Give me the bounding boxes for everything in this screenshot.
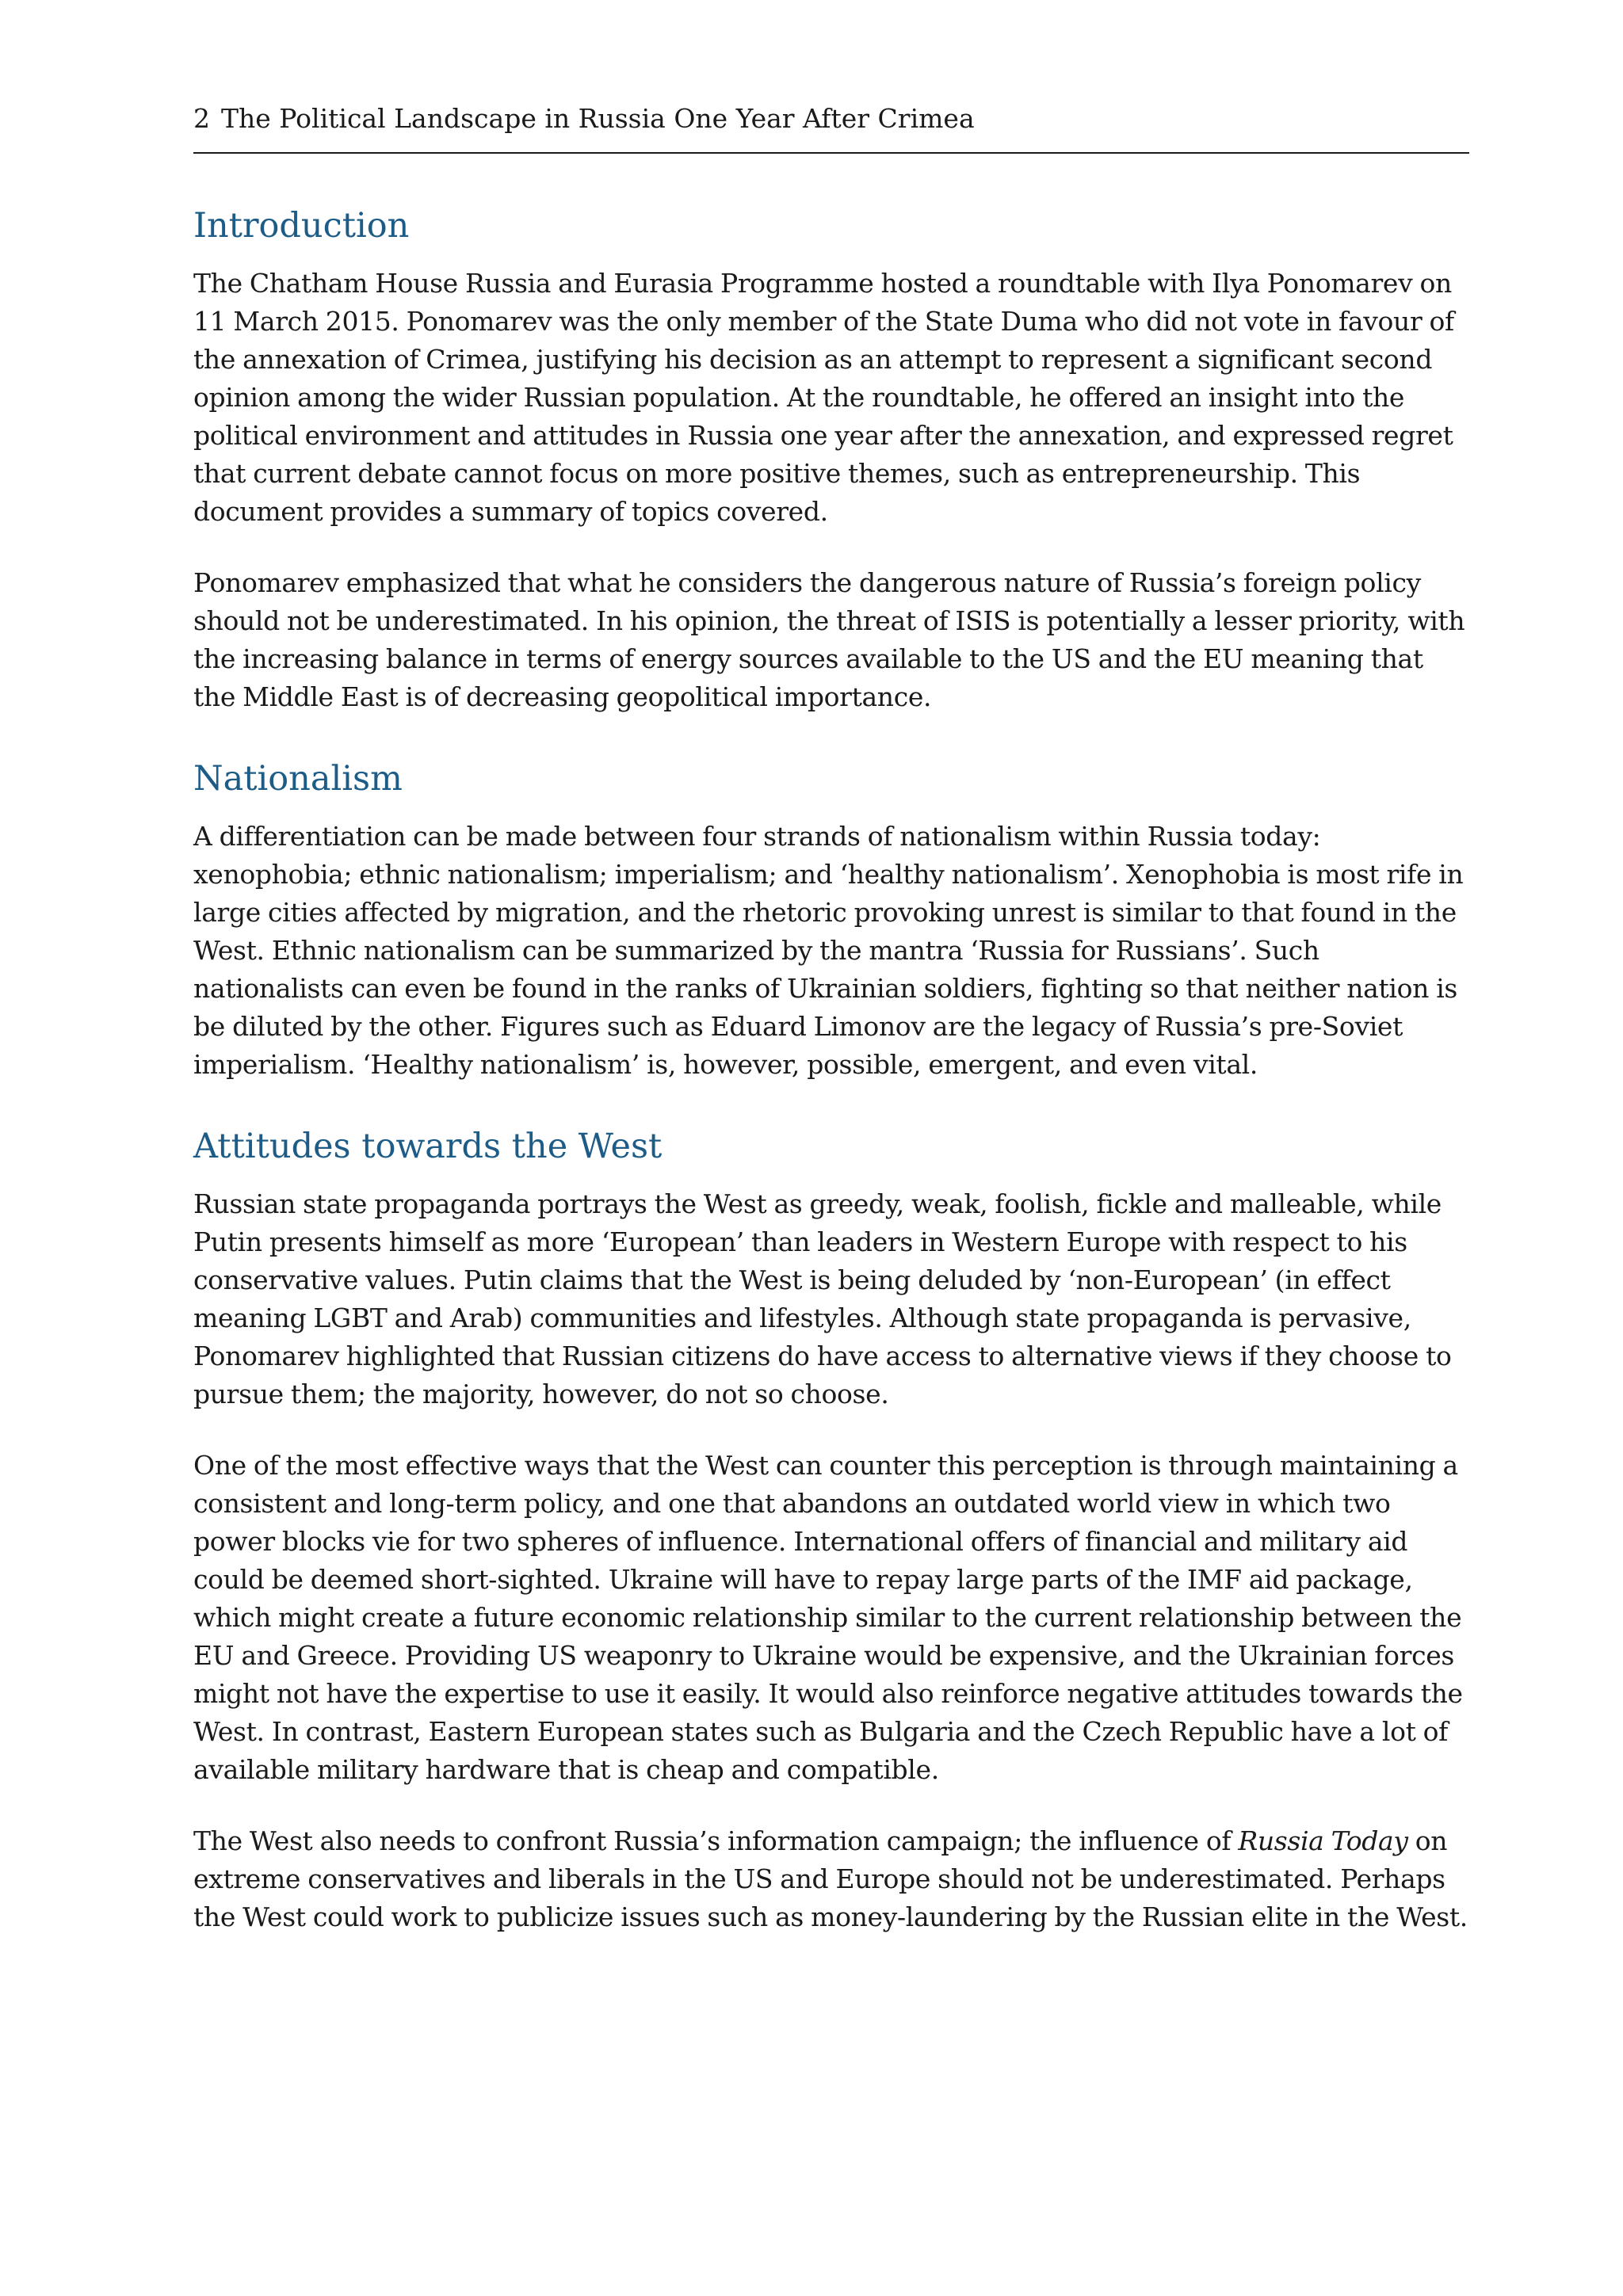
publication-title: Russia Today [1238,1825,1408,1856]
document-title: The Political Landscape in Russia One Year After Crimea [221,103,975,134]
paragraph-text: on extreme conservatives and liberals in the US and Europe should not be underestimated. Perhaps the West could work to publicize issues such as money-laundering by the Russian elite in the West. [193,1825,1468,1932]
section-heading-nationalism: Nationalism [193,759,403,799]
section-heading-introduction: Introduction [193,206,410,246]
section-introduction [193,204,1469,716]
section-attitudes-towards-the-west [193,1125,1469,1936]
paragraph: Ponomarev emphasized that what he considers the dangerous nature of Russia’s foreign policy should not be underestimated. In his opinion, the threat of ISIS is potentially a lesser priority, with the increasing balance in terms of energy sources available to the US and the EU meaning that the Middle East is of decreasing geopolitical importance. [193,567,1465,712]
section-nationalism [193,757,1469,1084]
section-heading-attitudes-towards-the-west: Attitudes towards the West [193,1127,663,1166]
paragraph: The Chatham House Russia and Eurasia Programme hosted a roundtable with Ilya Ponomarev on 11 March 2015. Ponomarev was the only member of the State Duma who did not vote in favour of the annexation of Crimea, justifying his decision as an attempt to represent a significant second opinion among the wider Russian population. At the roundtable, he offered an insight into the political environment and attitudes in Russia one year after the annexation, and expressed regret that current debate cannot focus on more positive themes, such as entrepreneurship. This document provides a summary of topics covered. [193,268,1454,527]
paragraph: One of the most effective ways that the West can counter this perception is through maintaining a consistent and long-term policy, and one that abandons an outdated world view in which two power blocks vie for two spheres of influence. International offers of financial and military aid could be deemed short-sighted. Ukraine will have to repay large parts of the IMF aid package, which might create a future economic relationship similar to the current relationship between the EU and Greece. Providing US weaponry to Ukraine would be expensive, and the Ukrainian forces might not have the expertise to use it easily. It would also reinforce negative attitudes towards the West. In contrast, Eastern European states such as Bulgaria and the Czech Republic have a lot of available military hardware that is cheap and compatible. [193,1450,1463,1785]
paragraph-text: The West also needs to confront Russia’s information campaign; the influence of [193,1825,1239,1856]
running-header [193,98,1469,154]
paragraph: Russian state propaganda portrays the West as greedy, weak, foolish, fickle and malleable, while Putin presents himself as more ‘European’ than leaders in Western Europe with respect to his conservative values. Putin claims that the West is being deluded by ‘non-European’ (in effect meaning LGBT and Arab) communities and lifestyles. Although state propaganda is pervasive, Ponomarev highlighted that Russian citizens do have access to alternative views if they choose to pursue them; the majority, however, do not so choose. [193,1188,1452,1409]
page-number: 2 [193,103,210,134]
paragraph: A differentiation can be made between four strands of nationalism within Russia today: xenophobia; ethnic nationalism; imperialism; and ‘healthy nationalism’. Xenophobia is most rife in large cities affected by migration, and the rhetoric provoking unrest is similar to that found in the West. Ethnic nationalism can be summarized by the mantra ‘Russia for Russians’. Such nationalists can even be found in the ranks of Ukrainian soldiers, fighting so that neither nation is be diluted by the other. Figures such as Eduard Limonov are the legacy of Russia’s pre-Soviet imperialism. ‘Healthy nationalism’ is, however, possible, emergent, and even vital. [193,821,1464,1080]
paragraph [193,1822,1469,1936]
document-body [193,204,1469,1970]
